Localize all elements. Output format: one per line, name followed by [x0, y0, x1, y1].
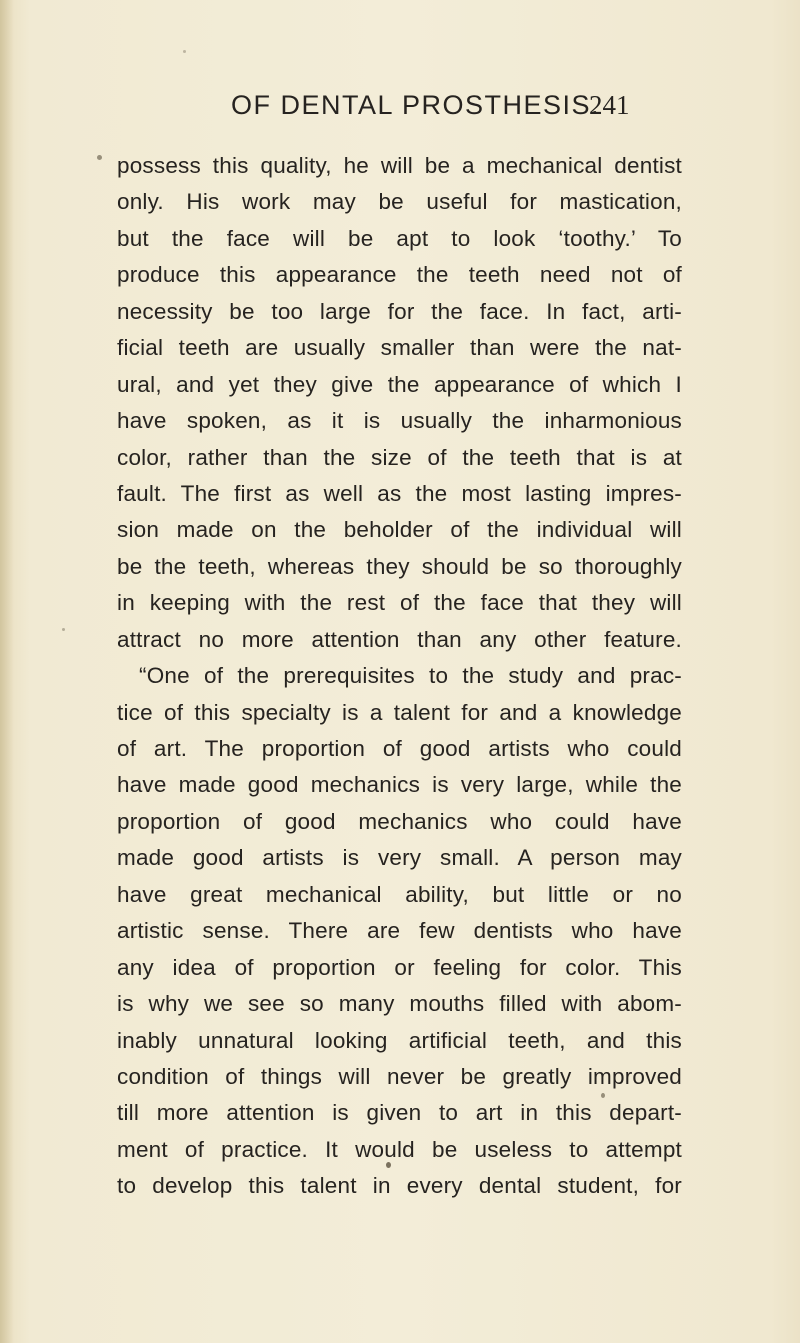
text-line: produce this appearance the teeth need not of: [117, 262, 682, 288]
text-line: fault. The first as well as the most lasting impres-: [117, 480, 682, 506]
text-line: made good artists is very small. A person may: [117, 845, 682, 871]
text-line: have great mechanical ability, but little or no: [117, 881, 682, 907]
text-line: ficial teeth are usually smaller than were the nat-: [117, 335, 682, 361]
text-line: any idea of proportion or feeling for color. This: [117, 954, 682, 980]
ink-speck: [601, 1093, 605, 1098]
text-line: be the teeth, whereas they should be so thoroughly: [117, 553, 682, 579]
text-line: attract no more attention than any other feature.: [117, 626, 682, 652]
text-line: possess this quality, he will be a mechanical dentist: [117, 153, 682, 178]
text-line: sion made on the beholder of the individual will: [117, 517, 682, 543]
page-number: 241: [589, 90, 630, 120]
text-line: till more attention is given to art in this depart-: [117, 1100, 682, 1126]
text-line: condition of things will never be greatly improved: [117, 1063, 682, 1089]
ink-speck: [183, 50, 186, 53]
running-title: OF DENTAL PROSTHESIS.: [231, 90, 601, 120]
text-line: proportion of good mechanics who could have: [117, 808, 682, 834]
ink-speck: [97, 155, 102, 160]
text-line: but the face will be apt to look ‘toothy.’ To: [117, 225, 682, 251]
text-line: only. His work may be useful for mastication,: [117, 189, 682, 215]
text-line: artistic sense. There are few dentists who have: [117, 918, 682, 944]
text-line: ment of practice. It would be useless to attempt: [117, 1136, 682, 1162]
text-line: have spoken, as it is usually the inharmonious: [117, 408, 682, 434]
text-line: in keeping with the rest of the face that they will: [117, 590, 682, 616]
body-text: [117, 148, 682, 1205]
text-line: have made good mechanics is very large, while the: [117, 772, 682, 798]
text-line: to develop this talent in every dental student, for: [117, 1173, 682, 1199]
text-line: “One of the prerequisites to the study and prac-: [139, 663, 682, 689]
text-line: inably unnatural looking artificial teeth, and this: [117, 1027, 682, 1053]
text-line: ural, and yet they give the appearance of which I: [117, 371, 682, 397]
text-line: tice of this specialty is a talent for and a knowledge: [117, 699, 682, 725]
text-line: color, rather than the size of the teeth that is at: [117, 444, 682, 470]
page-gutter-shadow: [0, 0, 14, 1343]
text-line: of art. The proportion of good artists who could: [117, 736, 682, 761]
text-line: is why we see so many mouths filled with abom-: [117, 991, 682, 1017]
text-line: necessity be too large for the face. In fact, arti-: [117, 298, 682, 324]
running-head: [0, 90, 800, 130]
ink-speck: [62, 628, 65, 631]
ink-speck: [386, 1162, 391, 1168]
